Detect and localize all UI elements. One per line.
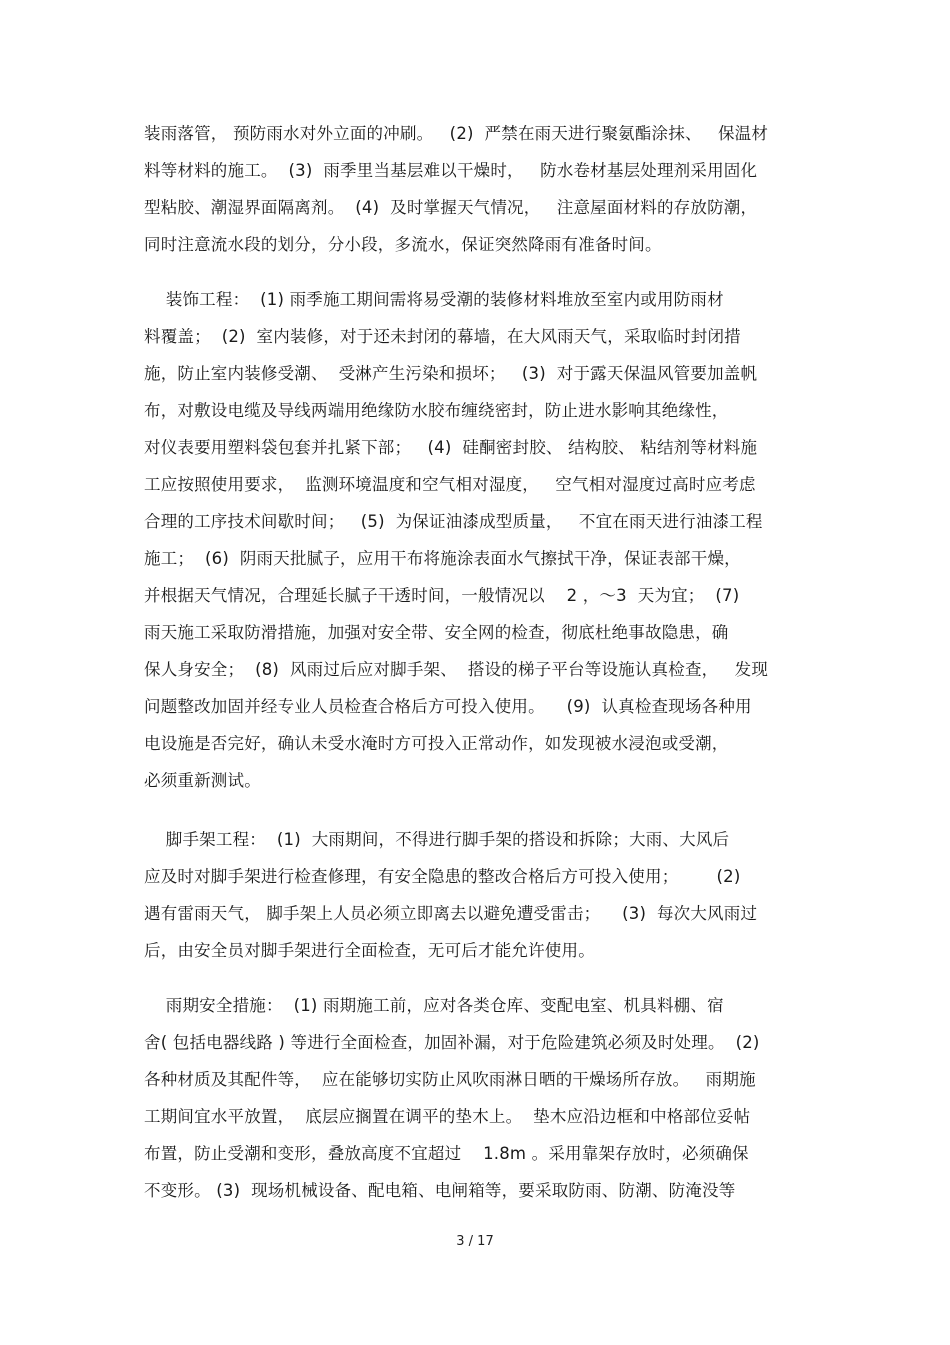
text-line: 保人身安全； (8) 风雨过后应对脚手架、 搭设的梯子平台等设施认真检查， 发现 <box>144 660 769 679</box>
text-line: 雨天施工采取防滑措施，加强对安全带、安全网的检查，彻底杜绝事故隐患，确 <box>144 623 729 642</box>
text-line: 对仪表要用塑料袋包套并扎紧下部； (4) 硅酮密封胶、 结构胶、 粘结剂等材料施 <box>144 438 758 457</box>
text-line: 布，对敷设电缆及导线两端用绝缘防水胶布缠绕密封，防止进水影响其绝缘性， <box>144 401 729 420</box>
text-line: 不变形。 (3) 现场机械设备、配电箱、电闸箱等，要采取防雨、防潮、防淹没等 <box>144 1181 736 1200</box>
text-line: 装雨落管， 预防雨水对外立面的冲刷。 (2) 严禁在雨天进行聚氨酯涂抹、 保温材 <box>144 124 769 143</box>
text-line: 工应按照使用要求， 监测环境温度和空气相对湿度， 空气相对湿度过高时应考虑 <box>144 475 756 494</box>
text-line: 型粘胶、潮湿界面隔离剂。 (4) 及时掌握天气情况， 注意屋面材料的存放防潮， <box>144 198 758 217</box>
text-line: 舍( 包括电器线路 ) 等进行全面检查，加固补漏，对于危险建筑必须及时处理。 (2) <box>144 1033 760 1052</box>
text-line: 问题整改加固并经专业人员检查合格后方可投入使用。 (9) 认真检查现场各种用 <box>144 697 752 716</box>
text-line: 装饰工程： (1) 雨季施工期间需将易受潮的装修材料堆放至室内或用防雨材 <box>144 290 724 309</box>
text-line: 料覆盖； (2) 室内装修，对于还未封闭的幕墙，在大风雨天气，采取临时封闭措 <box>144 327 741 346</box>
text-line: 后，由安全员对脚手架进行全面检查，无可后才能允许使用。 <box>144 941 595 960</box>
text-line: 施，防止室内装修受潮、 受淋产生污染和损坏； (3) 对于露天保温风管要加盖帆 <box>144 364 758 383</box>
text-line: 遇有雷雨天气， 脚手架上人员必须立即离去以避免遭受雷击； (3) 每次大风雨过 <box>144 904 758 923</box>
text-line: 同时注意流水段的划分，分小段，多流水，保证突然降雨有准备时间。 <box>144 235 662 254</box>
text-line: 工期间宜水平放置， 底层应搁置在调平的垫木上。 垫木应沿边框和中格部位妥帖 <box>144 1107 751 1126</box>
text-line: 施工； (6) 阴雨天批腻子，应用干布将施涂表面水气擦拭干净，保证表部干燥， <box>144 549 741 568</box>
text-line: 必须重新测试。 <box>144 771 261 790</box>
text-line: 并根据天气情况，合理延长腻子干透时间，一般情况以 2 ，～3 天为宜； (7) <box>144 586 740 605</box>
text-line: 电设施是否完好，确认未受水淹时方可投入正常动作，如发现被水浸泡或受潮， <box>144 734 729 753</box>
text-line: 合理的工序技术间歇时间； (5) 为保证油漆成型质量， 不宜在雨天进行油漆工程 <box>144 512 763 531</box>
page-number: 3 / 17 <box>456 1234 494 1249</box>
text-line: 雨期安全措施： (1) 雨期施工前，应对各类仓库、变配电室、机具料棚、宿 <box>144 996 724 1015</box>
text-line: 应及时对脚手架进行检查修理，有安全隐患的整改合格后方可投入使用； (2) <box>144 867 741 886</box>
text-line: 各种材质及其配件等， 应在能够切实防止风吹雨淋日晒的干燥场所存放。 雨期施 <box>144 1070 756 1089</box>
text-line: 脚手架工程： (1) 大雨期间，不得进行脚手架的搭设和拆除；大雨、大风后 <box>144 830 730 849</box>
text-line: 布置，防止受潮和变形，叠放高度不宜超过 1.8m 。采用靠架存放时，必须确保 <box>144 1144 749 1163</box>
text-line: 料等材料的施工。 (3) 雨季里当基层难以干燥时， 防水卷材基层处理剂采用固化 <box>144 161 758 180</box>
